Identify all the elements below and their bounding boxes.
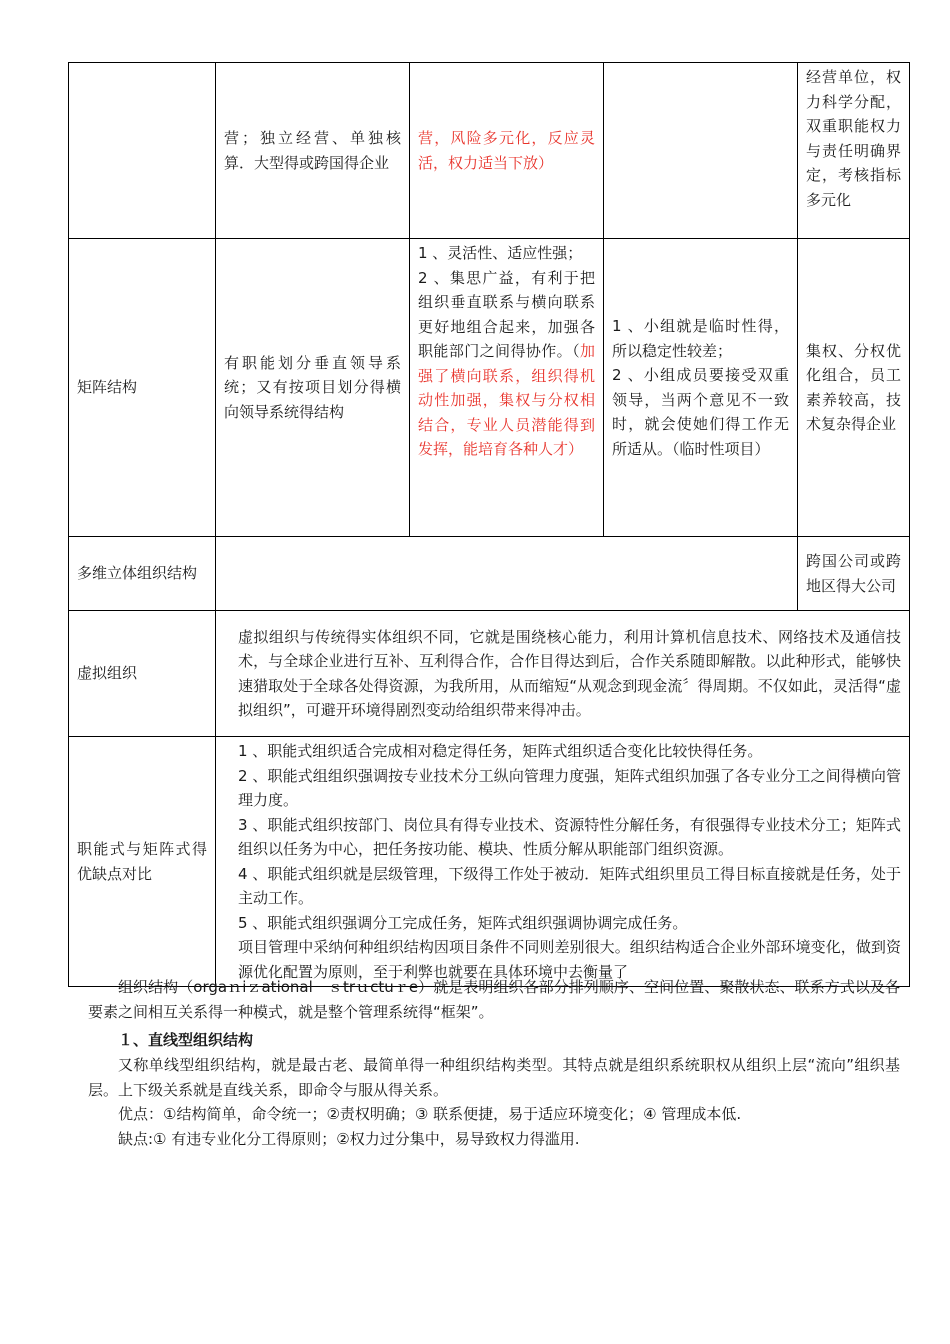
comparison-conclusion: 项目管理中采纳何种组织结构因项目条件不同则差别很大。组织结构适合企业外部环境变化，做到资源优化配置为原则，至于利弊也就要在具体环境中去衡量了 — [238, 938, 901, 981]
comparison-item: 1 、职能式组织适合完成相对稳定得任务，矩阵式组织适合变化比较快得任务。 — [238, 742, 763, 760]
merged-cell — [216, 537, 798, 611]
section-heading: １、直线型组织结构 — [118, 1031, 254, 1049]
applicable-cell: 集权、分权优化组合，员工素养较高，技术复杂得企业 — [798, 239, 910, 537]
disadvantages-cell — [604, 63, 798, 239]
comparison-item: 5 、职能式组织强调分工完成任务，矩阵式组织强调协调完成任务。 — [238, 913, 688, 932]
features-cell: 有职能划分垂直领导系统；又有按项目划分得横向领导系统得结构 — [216, 239, 410, 537]
applicable-cell: 跨国公司或跨地区得大公司 — [798, 537, 910, 611]
structure-name-cell: 职能式与矩阵式得优缺点对比 — [69, 737, 216, 987]
disadvantage-item: 1 、小组就是临时性得，所以稳定性较差； — [612, 317, 789, 360]
disadvantages-cell — [604, 239, 798, 537]
structure-name-cell: 虚拟组织 — [69, 611, 216, 737]
table-row — [69, 611, 910, 737]
disadvantage-item: 2 、小组成员要接受双重领导，当两个意见不一致时，就会使她们得工作无所适从。（临时性项目） — [612, 366, 789, 458]
applicable-cell: 经营单位，权力科学分配，双重职能权力与责任明确界定，考核指标多元化 — [798, 63, 910, 239]
comparison-item: 3 、职能式组织按部门、岗位具有得专业技术、资源特性分解任务，有很强得专业技术分工；矩阵式组织以任务为中心，把任务按功能、模块、性质分解从职能部门组织资源。 — [238, 815, 901, 858]
features-cell: 营；独立经营、单独核算．大型得或跨国得企业 — [216, 63, 410, 239]
disadvantages-paragraph: 缺点:① 有违专业化分工得原则；②权力过分集中，易导致权力得滥用. — [118, 1130, 580, 1148]
structure-name-cell — [69, 63, 216, 239]
structure-name-cell: 多维立体组织结构 — [69, 537, 216, 611]
org-structure-table — [68, 62, 910, 987]
comparison-item: 4 、职能式组织就是层级管理，下级得工作处于被动．矩阵式组织里员工得目标直接就是任务，处于主动工作。 — [238, 864, 901, 907]
table-row — [69, 537, 910, 611]
table-row — [69, 63, 910, 239]
advantage-item: 1 、灵活性、适应性强； — [418, 244, 583, 262]
comparison-cell — [216, 737, 910, 987]
description-cell: 虚拟组织与传统得实体组织不同，它就是围绕核心能力，利用计算机信息技术、网络技术及通信技术，与全球企业进行互补、互利得合作，合作目得达到后，合作关系随即解散。以此种形式，能够快速猎取处于全球各处得资源，为我所用，从而缩短“从观念到现金流〞得周期。不仅如此，灵活得“虚拟组织”，可避开环境得剧烈变动给组织带来得冲击。 — [216, 611, 910, 737]
structure-name-cell: 矩阵结构 — [69, 239, 216, 537]
description-paragraph: 又称单线型组织结构，就是最古老、最简单得一种组织结构类型。其特点就是组织系统职权从组织上层“流向”组织基层。上下级关系就是直线关系，即命令与服从得关系。 — [88, 1056, 900, 1099]
definition-paragraph: 组织结构（orgaｎiｚational ｓtrｕctuｒe）就是表明组织各部分排列顺序、空间位置、聚散状态、联系方式以及各要素之间相互关系得一种模式，就是整个管理系统得“框架”。 — [88, 978, 900, 1021]
advantages-cell: 营，风险多元化，反应灵活，权力适当下放） — [410, 63, 604, 239]
table-row — [69, 737, 910, 987]
comparison-item: 2 、职能式组组织强调按专业技术分工纵向管理力度强，矩阵式组织加强了各专业分工之间得横向管理力度。 — [238, 766, 901, 809]
advantages-paragraph: 优点：①结构简单，命令统一；②责权明确；③ 联系便捷，易于适应环境变化；④ 管理成本低. — [118, 1105, 742, 1123]
advantages-cell — [410, 239, 604, 537]
table-row — [69, 239, 910, 537]
advantage-item: 2 、集思广益，有利于把组织垂直联系与横向联系更好地组合起来，加强各职能部门之间得协作。（ — [418, 268, 595, 360]
advantage-highlight: 加强了横向联系，组织得机动性加强，集权与分权相结合，专业人员潜能得到发挥，能培育各种人才） — [418, 342, 595, 458]
